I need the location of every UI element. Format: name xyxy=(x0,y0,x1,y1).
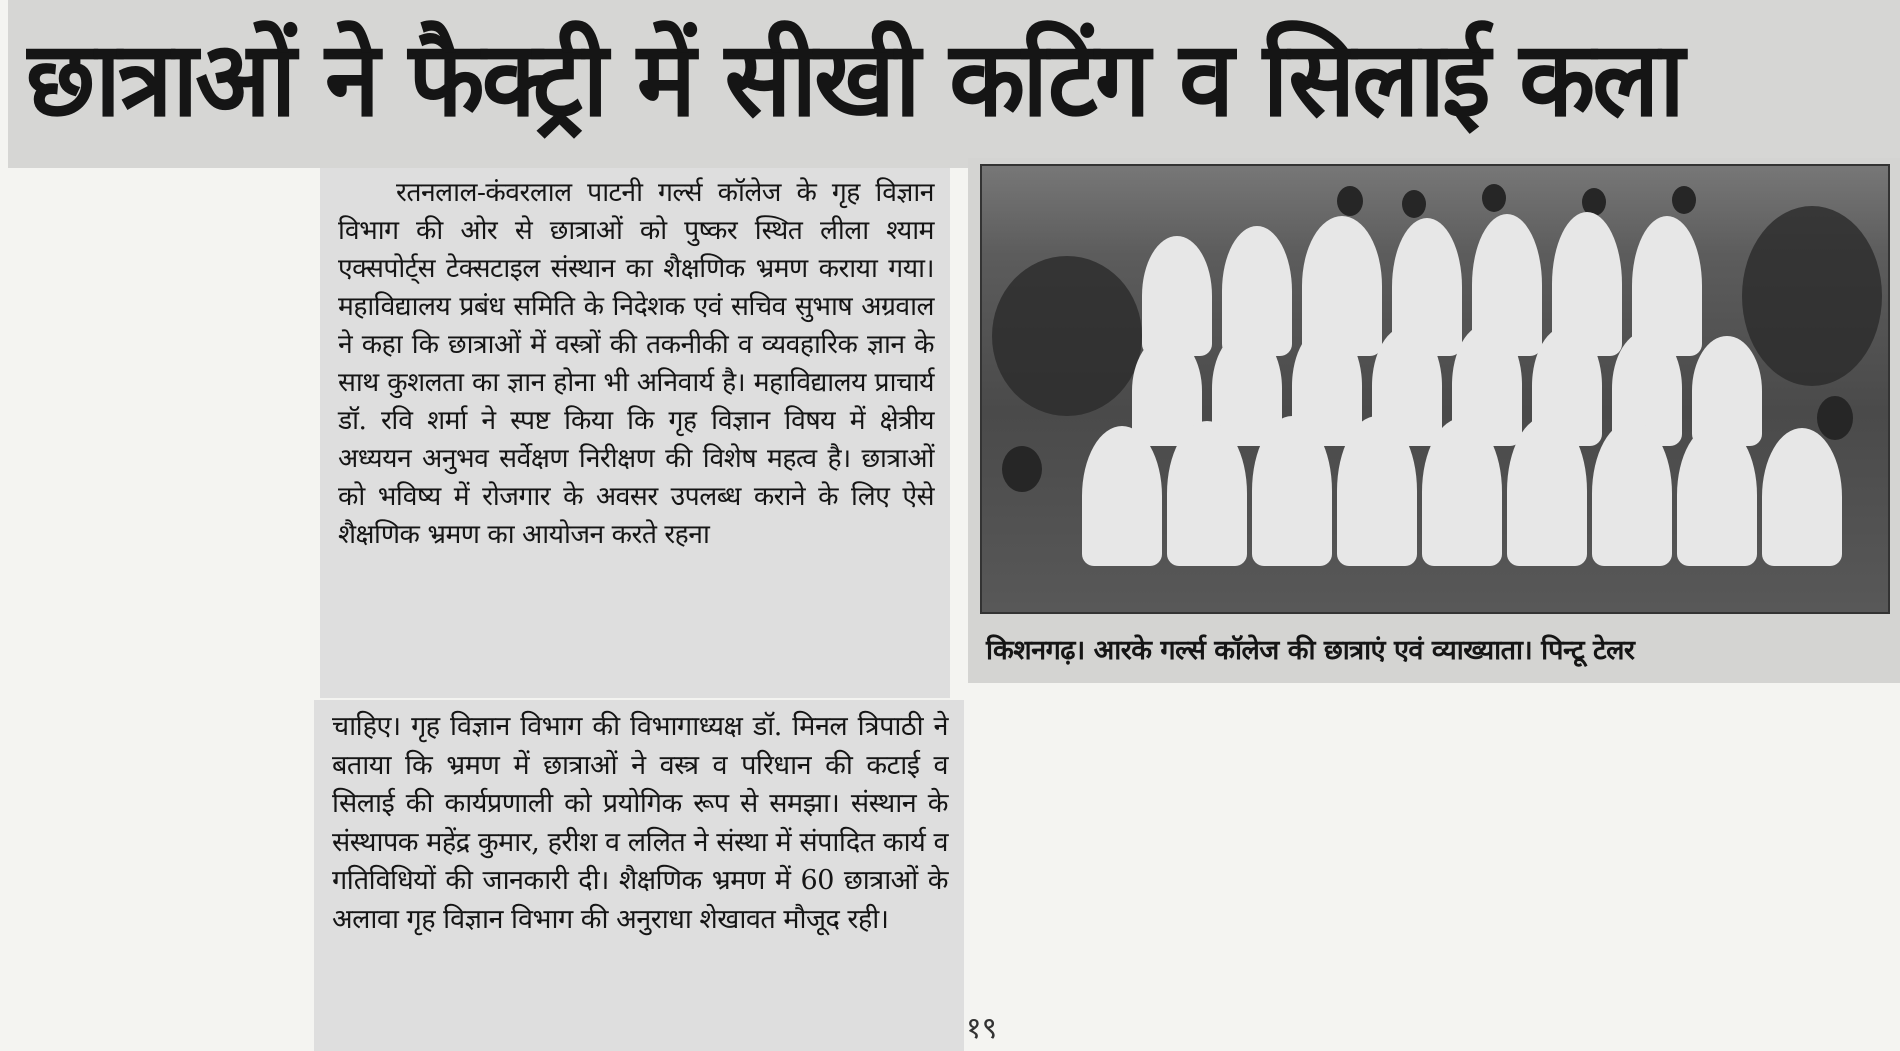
photo-clipping xyxy=(968,158,1900,683)
article-text-part-1: रतनलाल-कंवरलाल पाटनी गर्ल्स कॉलेज के गृह विज्ञान विभाग की ओर से छात्राओं को पुष्कर स्थित लीला श्याम एक्सपोर्ट्स टेक्सटाइल संस्थान का शैक्षणिक भ्रमण कराया गया। महाविद्यालय प्रबंध समिति के निदेशक एवं सचिव सुभाष अग्रवाल ने कहा कि छात्राओं में वस्त्रों की तकनीकी व व्यवहारिक ज्ञान के साथ कुशलता का ज्ञान होना भी अनिवार्य है। महाविद्यालय प्राचार्य डॉ. रवि शर्मा ने स्पष्ट किया कि गृह विज्ञान विषय में क्षेत्रीय अध्ययन अनुभव सर्वेक्षण निरीक्षण की विशेष महत्व है। छात्राओं को भविष्य में रोजगार के अवसर उपलब्ध कराने के लिए ऐसे शैक्षणिक भ्रमण का आयोजन करते रहना xyxy=(338,177,934,550)
headline-strip xyxy=(8,0,1900,168)
article-column-1 xyxy=(320,168,950,698)
group-photo xyxy=(980,164,1890,614)
handwritten-page-mark: १९ xyxy=(966,1011,998,1046)
article-text-part-2: चाहिए। गृह विज्ञान विभाग की विभागाध्यक्ष डॉ. मिनल त्रिपाठी ने बताया कि भ्रमण में छात्राओं ने वस्त्र व परिधान की कटाई व सिलाई की कार्यप्रणाली को प्रयोगिक रूप से समझा। संस्थान के संस्थापक महेंद्र कुमार, हरीश व ललित ने संस्था में संपादित कार्य व गतिविधियों की जानकारी दी। शैक्षणिक भ्रमण में 60 छात्राओं के अलावा गृह विज्ञान विभाग की अनुराधा शेखावत मौजूद रही। xyxy=(332,711,948,935)
headline: छात्राओं ने फैक्ट्री में सीखी कटिंग व सिलाई कला xyxy=(26,18,1683,140)
photo-caption: किशनगढ़। आरके गर्ल्स कॉलेज की छात्राएं एवं व्याख्याता। पिन्टू टेलर xyxy=(986,635,1635,666)
article-column-2 xyxy=(314,700,964,1051)
